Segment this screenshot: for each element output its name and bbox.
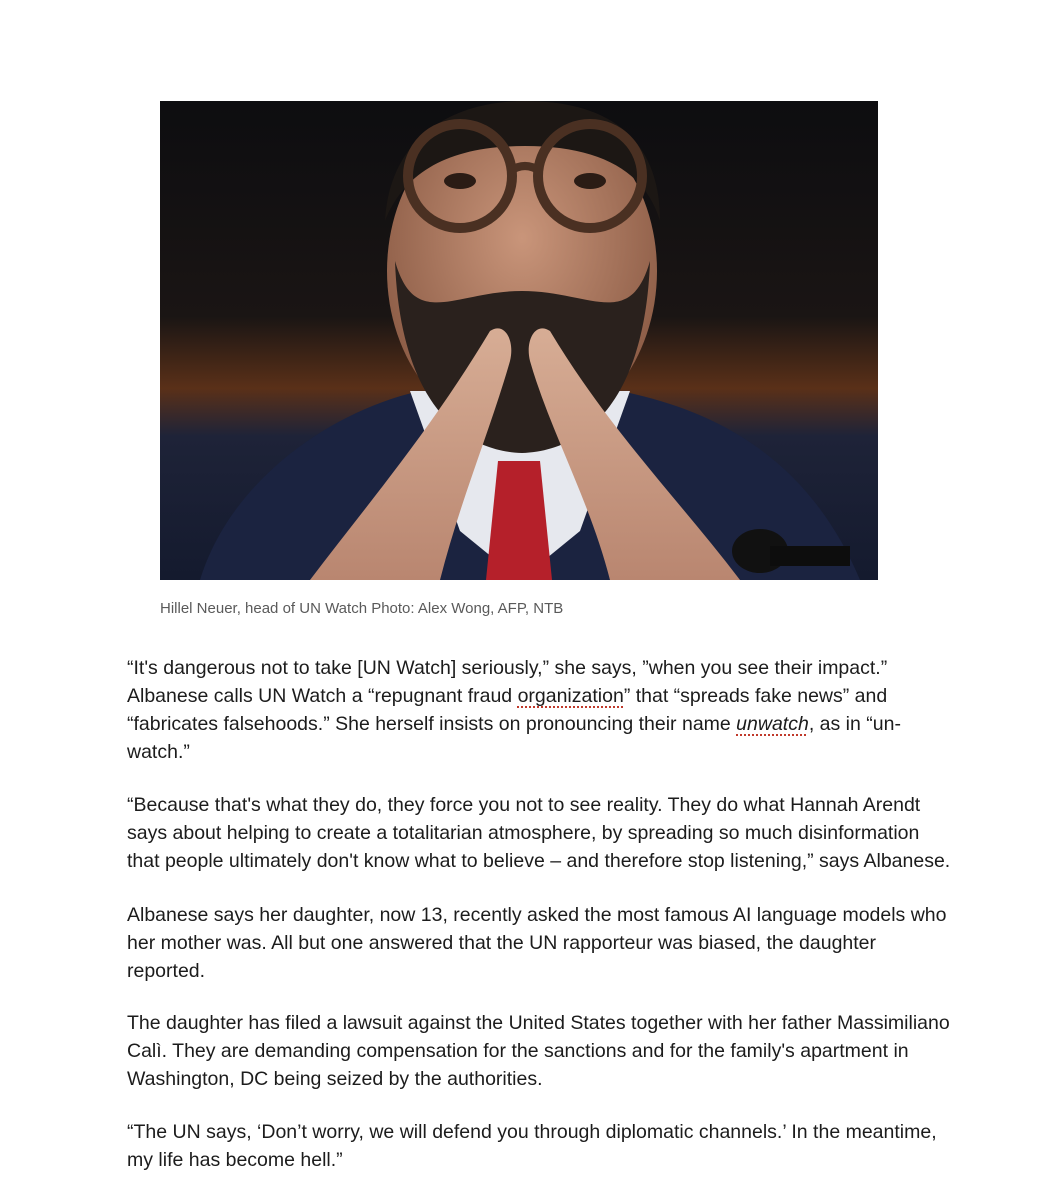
paragraph-5: “The UN says, ‘Don’t worry, we will defend you through diplomatic channels.’ In the meantime, my life has become hell.” (127, 1121, 937, 1171)
article-photo (160, 101, 878, 580)
photo-caption: Hillel Neuer, head of UN Watch Photo: Alex Wong, AFP, NTB (160, 600, 564, 617)
paragraph-2: “Because that's what they do, they force you not to see reality. They do what Hannah Arendt says about helping to create a totalitarian atmosphere, by spreading so much disinformation that people ultimately don't know what to believe – and therefore stop listening,” says Albanese. (127, 794, 951, 872)
spellcheck-word: unwatch (736, 713, 809, 735)
article-body (127, 654, 957, 1199)
spellcheck-word: organization (517, 685, 624, 707)
paragraph-1: “It's dangerous not to take [UN Watch] seriously,” she says, ”when you see their impact.” Albanese calls UN Watch a “repugnant fraud organization” that “spreads fake news” and “fabricates falsehoods.” She herself insists on pronouncing their name unwatch, as in “un-watch.” (127, 657, 901, 763)
paragraph-4: The daughter has filed a lawsuit against the United States together with her father Massimiliano Calì. They are demanding compensation for the sanctions and for the family's apartment in Washington, DC being seized by the authorities. (127, 1012, 950, 1090)
paragraph-3: Albanese says her daughter, now 13, recently asked the most famous AI language models who her mother was. All but one answered that the UN rapporteur was biased, the daughter reported. (127, 904, 947, 982)
